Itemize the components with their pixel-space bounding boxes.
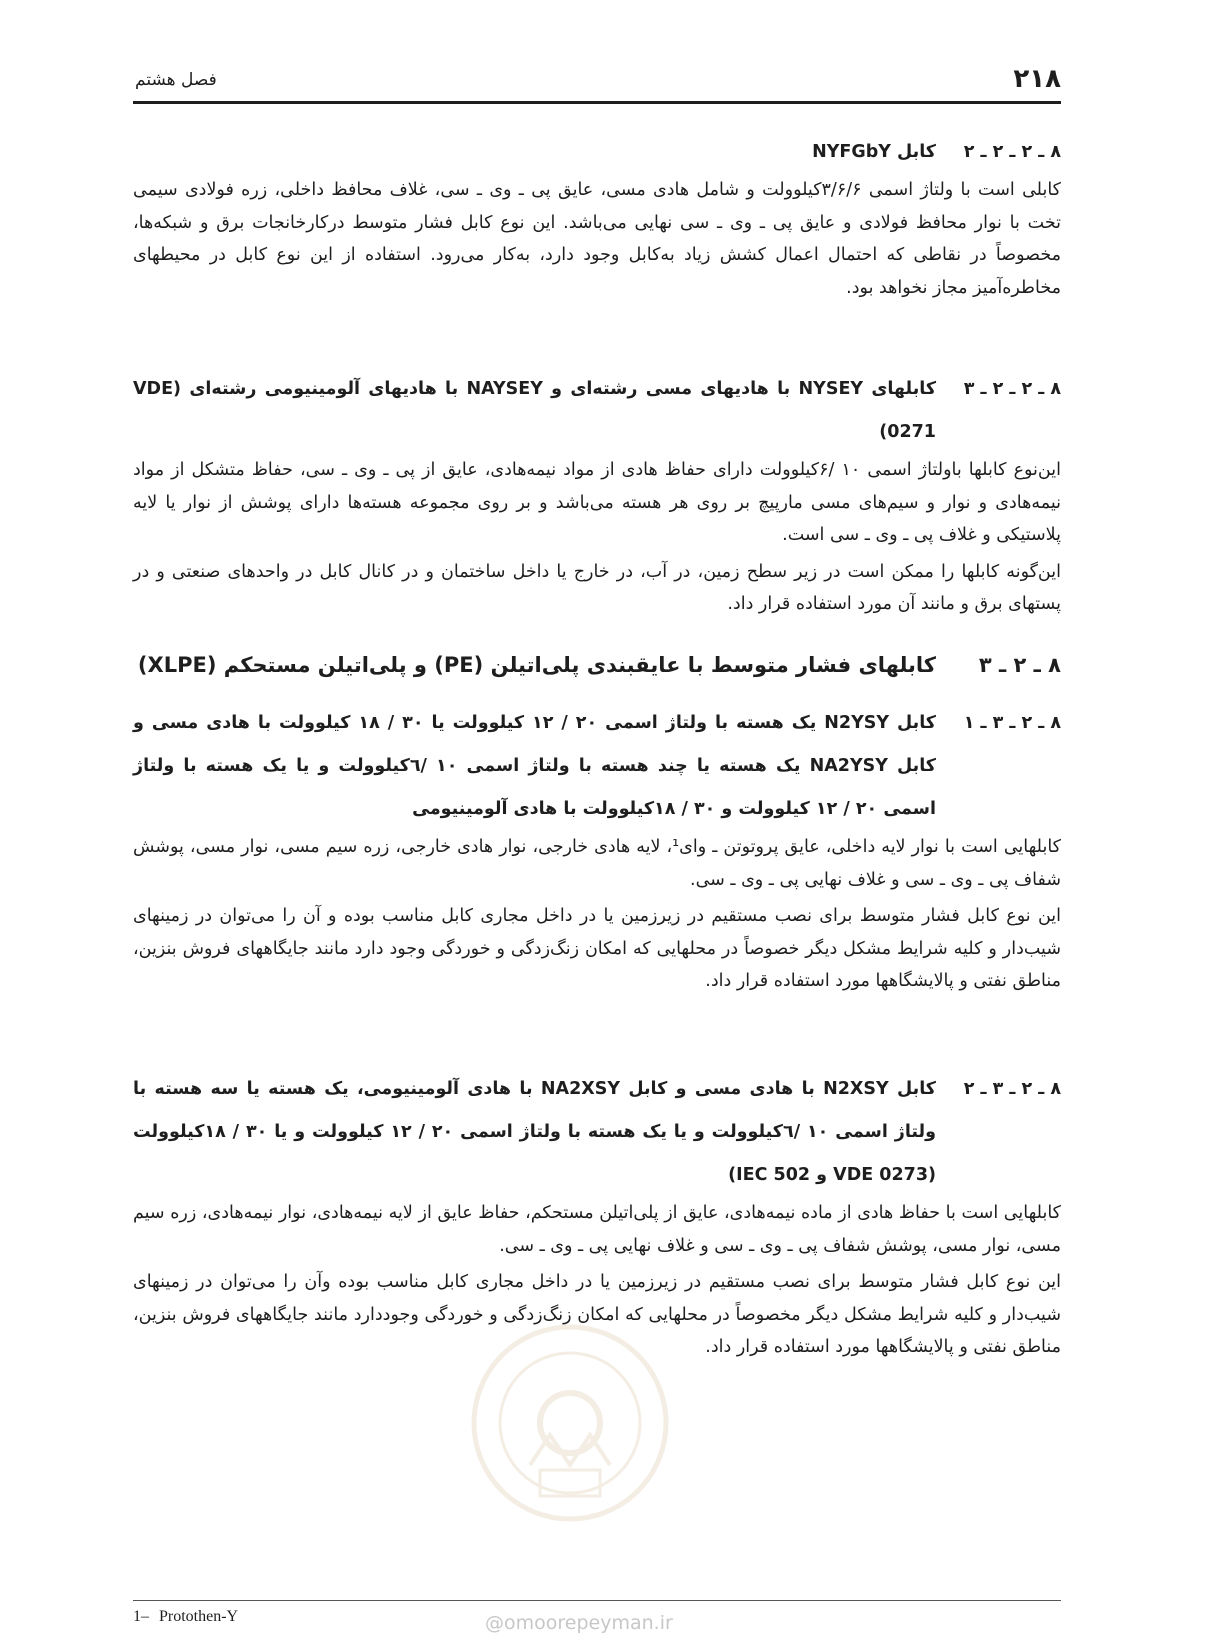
section-number: ۸ ـ ۲ ـ ۳ ـ ۱ <box>963 713 1061 733</box>
paragraph: این نوع کابل فشار متوسط برای نصب مستقیم در زیرزمین یا در داخل مجاری کابل مناسب بوده و آن را می‌توان در زمینهای شیب‌دار و کلیه شرایط مشکل دیگر خصوصاً در محلهایی که امکان زنگ‌زدگی و خوردگی وجود دارد مانند جایگاههای فروش بنزین، مناطق نفتی و پالایشگاهها مورد استفاده قرار داد. <box>133 906 1061 991</box>
section-number: ۸ ـ ۲ ـ ۳ <box>978 653 1061 677</box>
section-8-2-3 <box>133 644 1061 687</box>
section-heading <box>133 644 1061 687</box>
footnote-text: Protothen-Y <box>159 1608 239 1625</box>
section-number: ۸ ـ ۲ ـ ۲ ـ ۲ <box>963 142 1061 162</box>
section-8-2-3-2 <box>133 1068 1061 1364</box>
footnote <box>133 1608 238 1626</box>
paragraph: کابلی است با ولتاژ اسمی ۳/۶/۶کیلوولت و شامل هادی مسی، عایق پی ـ وی ـ سی، غلاف محافظ داخلی، زره فولادی سیمی تخت با نوار محافظ فولادی و عایق پی ـ وی ـ سی نهایی می‌باشد. این نوع کابل فشار متوسط درکارخانجات برق و شبکه‌ها، مخصوصاً در نقاطی که احتمال اعمال کشش زیاد به‌کابل وجود دارد، به‌کار می‌رود. استفاده از این نوع کابل در محیطهای مخاطره‌آمیز مجاز نخواهد بود. <box>133 180 1061 298</box>
footnote-rule <box>133 1600 1061 1601</box>
watermark-url: @omoorepeyman.ir <box>485 1612 673 1634</box>
section-number: ۸ ـ ۲ ـ ۲ ـ ۳ <box>963 379 1061 399</box>
paragraph: این‌نوع کابلها باولتاژ اسمی ۱۰ /۶کیلوولت دارای حفاظ هادی از مواد نیمه‌هادی، عایق از پی ـ وی ـ سی، حفاظ متشکل از مواد نیمه‌هادی و نوار و سیم‌های مسی مارپیچ بر روی هر هسته می‌باشد و بر روی مجموعه هسته‌ها دارای پوشش از نوار یا لایه پلاستیکی و غلاف پی ـ وی ـ سی است. <box>133 460 1061 545</box>
paragraph: کابلهایی است با حفاظ هادی از ماده نیمه‌هادی، عایق از پلی‌اتیلن مستحکم، حفاظ عایق از لایه نیمه‌هادی، نوار نیمه‌هادی، زره سیم مسی، نوار مسی، پوشش شفاف پی ـ وی ـ سی و غلاف نهایی پی ـ وی ـ سی. <box>133 1203 1061 1256</box>
section-title: کابلهای NYSEY با هادیهای مسی رشته‌ای و NAYSEY با هادیهای آلومینیومی رشته‌ای (VDE 0271) <box>133 379 937 442</box>
section-title: کابل N2YSY یک هسته با ولتاژ اسمی ۲۰ / ۱۲ کیلوولت یا ۳۰ / ۱۸ کیلوولت با هادی مسی و کابل NA2YSY یک هسته یا چند هسته با ولتاژ اسمی ۱۰ /٦کیلوولت و یا یک هسته با ولتاژ اسمی ۲۰ / ۱۲ کیلوولت و ۳۰ / ۱۸کیلوولت با هادی آلومینیومی <box>133 713 936 819</box>
page-number: ۲۱۸ <box>1013 64 1061 94</box>
section-heading <box>133 702 1061 831</box>
section-8-2-3-1 <box>133 702 1061 998</box>
paragraph: این نوع کابل فشار متوسط برای نصب مستقیم در زیرزمین یا در داخل مجاری کابل مناسب بوده وآن را می‌توان در زمینهای شیب‌دار و کلیه شرایط مشکل دیگر مخصوصاً در محلهایی که امکان زنگ‌زدگی و خوردگی وجوددارد مانند جایگاههای فروش بنزین، مناطق نفتی و پالایشگاهها مورد استفاده قرار داد. <box>133 1272 1061 1357</box>
section-title: کابلهای فشار متوسط با عایقبندی پلی‌اتیلن (PE) و پلی‌اتیلن مستحکم (XLPE) <box>137 653 936 677</box>
section-number: ۸ ـ ۲ ـ ۳ ـ ۲ <box>963 1079 1061 1099</box>
section-heading <box>133 131 1061 174</box>
page-header <box>133 64 1061 98</box>
header-rule <box>133 101 1061 104</box>
chapter-title: فصل هشتم <box>135 70 217 90</box>
section-title: کابل N2XSY با هادی مسی و کابل NA2XSY با هادی آلومینیومی، یک هسته یا سه هسته با ولتاژ اسمی ۱۰ /٦کیلوولت و یا یک هسته با ولتاژ اسمی ۲۰ / ۱۲ کیلوولت و یا ۳۰ / ۱۸کیلوولت (VDE 0273 و IEC 502) <box>133 1079 937 1185</box>
section-heading <box>133 368 1061 454</box>
section-heading <box>133 1068 1061 1197</box>
footnote-number: 1– <box>133 1608 149 1625</box>
section-title: کابل NYFGbY <box>812 142 936 162</box>
paragraph: این‌گونه کابلها را ممکن است در زیر سطح زمین، در آب، در خارج یا داخل ساختمان و در کانال کابل در واحدهای صنعتی و در پستهای برق و مانند آن مورد استفاده قرار داد. <box>133 561 1061 614</box>
section-8-2-2-2 <box>133 131 1061 304</box>
paragraph: کابلهایی است با نوار لایه داخلی، عایق پروتوتن ـ وای¹، لایه هادی خارجی، نوار هادی خارجی، زره سیم مسی، نوار مسی، پوشش شفاف پی ـ وی ـ سی و غلاف نهایی پی ـ وی ـ سی. <box>133 837 1061 890</box>
section-8-2-2-3 <box>133 368 1061 621</box>
